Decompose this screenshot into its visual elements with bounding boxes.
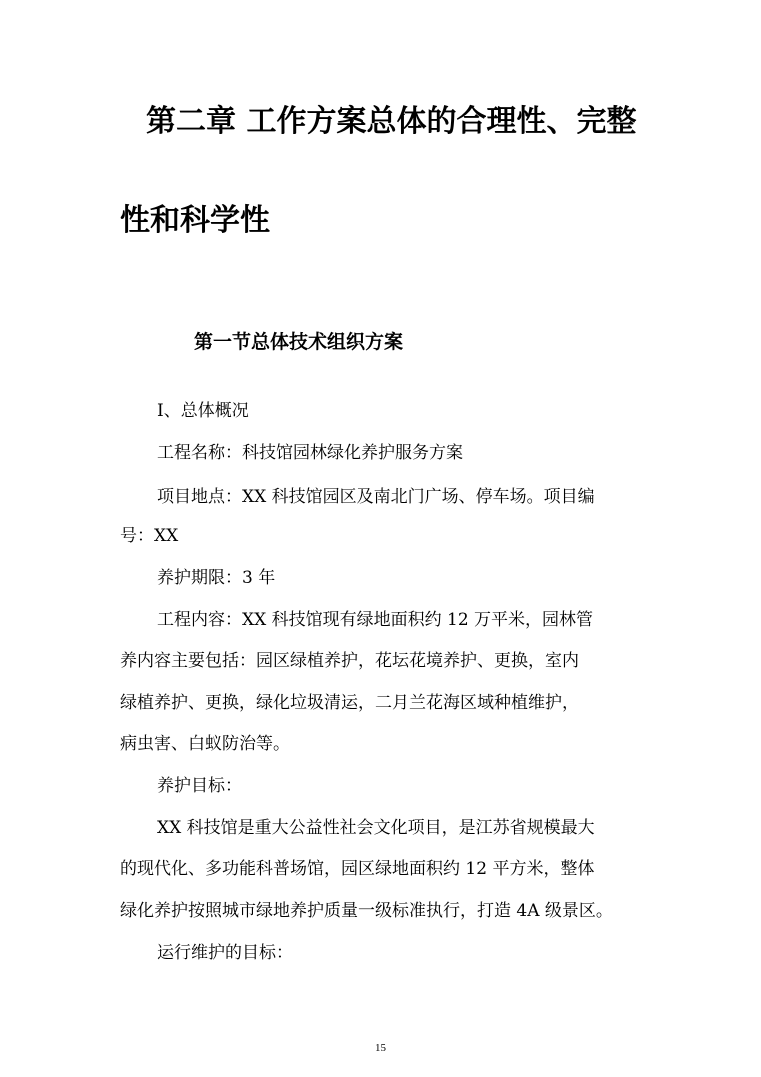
goal-heading: 养护目标： <box>157 776 242 796</box>
section-title: 第一节总体技术组织方案 <box>194 331 404 353</box>
goal-line-2: 的现代化、多功能科普场馆，园区绿地面积约 12 平方米，整体 <box>120 859 595 879</box>
maintenance-period: 养护期限：3 年 <box>157 568 276 588</box>
location-line-2: 号：XX <box>120 526 179 546</box>
chapter-title-line-1: 第二章 工作方案总体的合理性、完整 <box>146 104 637 139</box>
operations-heading: 运行维护的目标： <box>157 943 293 963</box>
content-line-3: 绿植养护、更换，绿化垃圾清运，二月兰花海区域种植维护， <box>120 693 579 713</box>
project-name: 工程名称：科技馆园林绿化养护服务方案 <box>157 443 463 463</box>
chapter-title-line-2: 性和科学性 <box>120 203 270 238</box>
content-line-4: 病虫害、白蚁防治等。 <box>120 734 290 754</box>
location-line-1: 项目地点：XX 科技馆园区及南北门广场、停车场。项目编 <box>157 487 595 507</box>
page-number: 15 <box>375 1042 386 1054</box>
overview-heading: I、总体概况 <box>157 401 249 421</box>
goal-line-3: 绿化养护按照城市绿地养护质量一级标准执行，打造 4A 级景区。 <box>120 901 613 921</box>
content-line-2: 养内容主要包括：园区绿植养护，花坛花境养护、更换，室内 <box>120 651 579 671</box>
content-line-1: 工程内容：XX 科技馆现有绿地面积约 12 万平米，园林管 <box>157 610 594 630</box>
goal-line-1: XX 科技馆是重大公益性社会文化项目，是江苏省规模最大 <box>157 818 595 838</box>
